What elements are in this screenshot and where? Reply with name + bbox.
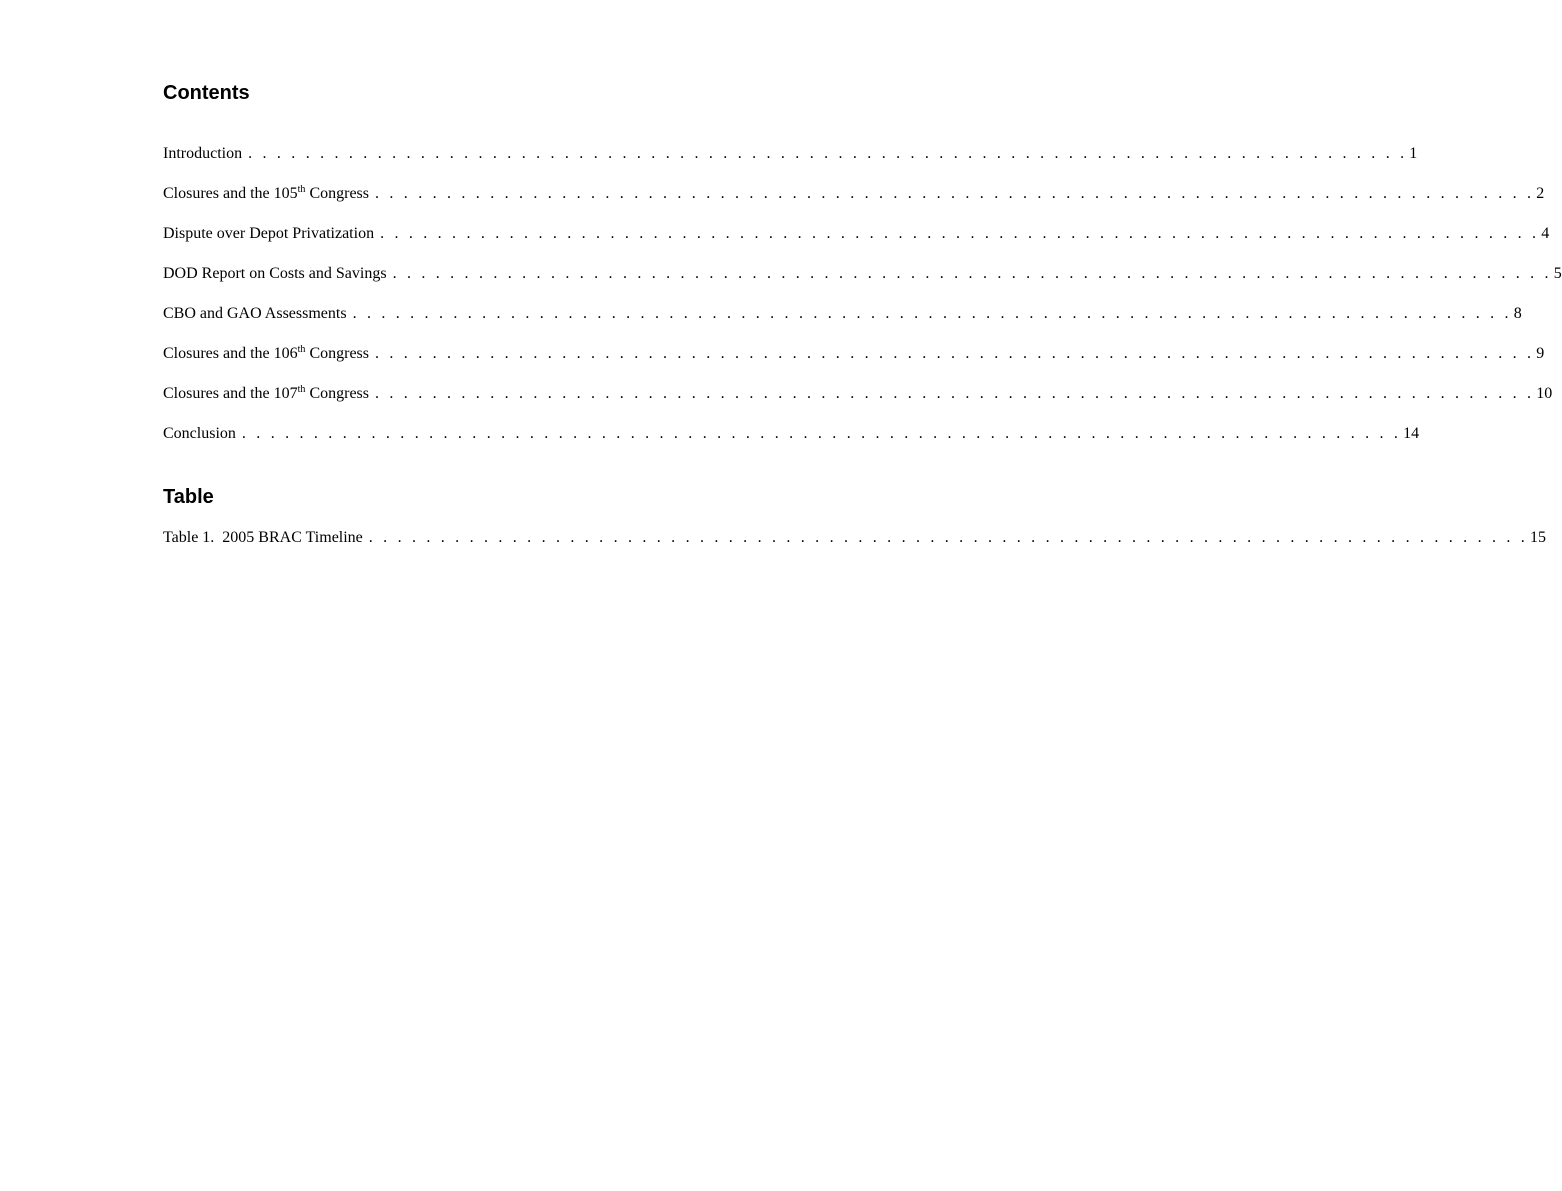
toc-entry-title: DOD Report on Costs and Savings: [163, 265, 387, 282]
toc-entry[interactable]: [163, 305, 1522, 327]
table-list-entry[interactable]: [163, 529, 1546, 551]
toc-leader: . . . . . . . . . . . . . . . . . . . . . . . . . . . . . . . . . . . . . . . . . . . . . . . . . . . . . . . . . . . . . . . . . . . . . . . . . . . . . . . . .: [375, 185, 1535, 202]
toc-entry-title: Closures and the 107th Congress: [163, 384, 369, 402]
toc-page-number: 2: [1536, 185, 1545, 202]
toc-entry-title: Conclusion: [163, 425, 236, 442]
toc-page-number: 9: [1536, 345, 1545, 362]
toc-leader: . . . . . . . . . . . . . . . . . . . . . . . . . . . . . . . . . . . . . . . . . . . . . . . . . . . . . . . . . . . . . . . . . . . . . . . . . . . . . . . . .: [368, 529, 1528, 546]
toc-entry[interactable]: [163, 344, 1545, 367]
toc-entry-title: CBO and GAO Assessments: [163, 305, 347, 322]
toc-entry-title: Closures and the 106th Congress: [163, 344, 369, 362]
toc-page-number: 8: [1513, 305, 1522, 322]
toc-entry[interactable]: [163, 425, 1420, 447]
toc-leader: . . . . . . . . . . . . . . . . . . . . . . . . . . . . . . . . . . . . . . . . . . . . . . . . . . . . . . . . . . . . . . . . . . . . . . . . . . . . . . . . .: [380, 225, 1540, 242]
toc-page-number: 14: [1403, 425, 1420, 442]
toc-entry-title: Closures and the 105th Congress: [163, 184, 369, 202]
toc-page-number: 10: [1536, 385, 1553, 402]
toc-leader: . . . . . . . . . . . . . . . . . . . . . . . . . . . . . . . . . . . . . . . . . . . . . . . . . . . . . . . . . . . . . . . . . . . . . . . . . . . . . . . . .: [241, 425, 1402, 442]
toc-page-number: 5: [1553, 265, 1562, 282]
toc-leader: . . . . . . . . . . . . . . . . . . . . . . . . . . . . . . . . . . . . . . . . . . . . . . . . . . . . . . . . . . . . . . . . . . . . . . . . . . . . . . . . .: [392, 265, 1552, 282]
toc-leader: . . . . . . . . . . . . . . . . . . . . . . . . . . . . . . . . . . . . . . . . . . . . . . . . . . . . . . . . . . . . . . . . . . . . . . . . . . . . . . . . .: [375, 385, 1535, 402]
toc-page-number: 1: [1409, 145, 1418, 162]
toc-page-number: 15: [1529, 529, 1546, 546]
toc-entry[interactable]: [163, 384, 1553, 407]
toc-entry[interactable]: [163, 225, 1550, 247]
table-list-entry-title: Table 1. 2005 BRAC Timeline: [163, 529, 363, 546]
contents-heading: Contents: [163, 82, 250, 104]
toc-leader: . . . . . . . . . . . . . . . . . . . . . . . . . . . . . . . . . . . . . . . . . . . . . . . . . . . . . . . . . . . . . . . . . . . . . . . . . . . . . . . . .: [352, 305, 1512, 322]
toc-entry-title: Introduction: [163, 145, 243, 162]
toc-entry-title: Dispute over Depot Privatization: [163, 225, 375, 242]
table-list-heading: Table: [163, 486, 214, 508]
toc-entry[interactable]: [163, 145, 1418, 167]
toc-leader: . . . . . . . . . . . . . . . . . . . . . . . . . . . . . . . . . . . . . . . . . . . . . . . . . . . . . . . . . . . . . . . . . . . . . . . . . . . . . . . . .: [375, 345, 1535, 362]
toc-entry[interactable]: [163, 265, 1562, 287]
toc-page-number: 4: [1541, 225, 1550, 242]
toc-entry[interactable]: [163, 184, 1545, 207]
toc-leader: . . . . . . . . . . . . . . . . . . . . . . . . . . . . . . . . . . . . . . . . . . . . . . . . . . . . . . . . . . . . . . . . . . . . . . . . . . . . . . . . .: [248, 145, 1408, 162]
